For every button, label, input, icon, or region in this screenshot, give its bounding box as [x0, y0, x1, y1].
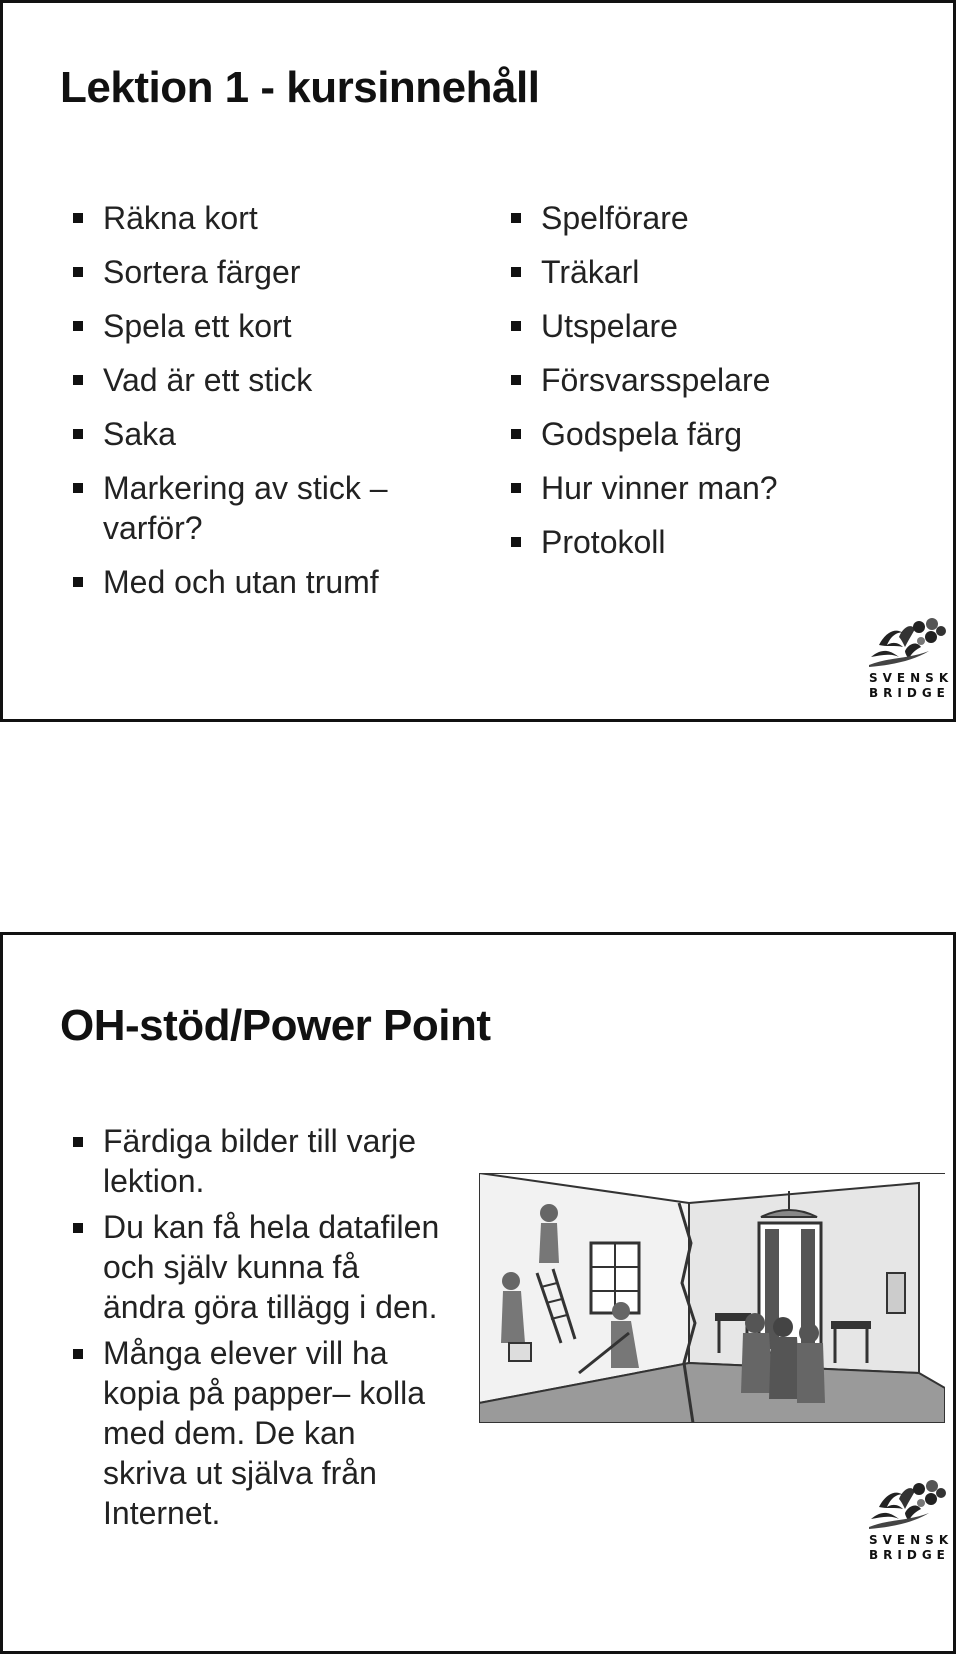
- list-item-line: Färdiga bilder till varje: [103, 1123, 417, 1159]
- bridge-logo-icon: [869, 1479, 949, 1533]
- slide-2-list: [73, 1121, 483, 1539]
- list-item: Saka: [73, 407, 413, 461]
- list-item: Med och utan trumf: [73, 555, 413, 609]
- logo-wordmark-line1: SVENSK: [869, 1533, 954, 1547]
- list-item: Utspelare: [511, 299, 841, 353]
- list-item-line: ändra göra tillägg i den.: [103, 1289, 438, 1325]
- list-item-line: och själv kunna få: [103, 1249, 360, 1285]
- list-item: Protokoll: [511, 515, 841, 569]
- list-item-line: lektion.: [103, 1163, 205, 1199]
- list-item-line: Du kan få hela datafilen: [103, 1209, 440, 1245]
- renovation-scene-icon: [479, 1173, 945, 1423]
- room-illustration: [479, 1173, 945, 1423]
- slide-1-left-list: [73, 191, 413, 609]
- list-item: Vad är ett stick: [73, 353, 413, 407]
- list-item-marking: [73, 461, 413, 555]
- list-item-line: med dem. De kan: [103, 1415, 356, 1451]
- logo-wordmark-line1: SVENSK: [869, 671, 954, 685]
- list-item: [73, 1333, 483, 1533]
- list-item: Spela ett kort: [73, 299, 413, 353]
- list-item-line: Internet.: [103, 1495, 221, 1531]
- bridge-logo-icon: [869, 617, 949, 671]
- list-item: Träkarl: [511, 245, 841, 299]
- list-item: Spelförare: [511, 191, 841, 245]
- list-item: Räkna kort: [73, 191, 413, 245]
- list-item-line: skriva ut själva från: [103, 1455, 377, 1491]
- slide-1: [0, 0, 956, 722]
- svensk-bridge-logo: [869, 617, 954, 701]
- svensk-bridge-logo: [869, 1479, 954, 1563]
- list-item: [73, 1207, 483, 1327]
- list-item-line: Markering av stick –: [103, 470, 388, 506]
- slide-1-right-list: [511, 191, 841, 569]
- list-item-line: Många elever vill ha: [103, 1335, 388, 1371]
- list-item: Godspela färg: [511, 407, 841, 461]
- list-item-line: varför?: [103, 510, 203, 546]
- list-item: Sortera färger: [73, 245, 413, 299]
- slide-1-title: Lektion 1 - kursinnehåll: [60, 63, 540, 112]
- slide-2-title: OH-stöd/Power Point: [60, 1001, 491, 1050]
- list-item: [73, 1121, 483, 1201]
- list-item-line: kopia på papper– kolla: [103, 1375, 426, 1411]
- logo-wordmark-line2: BRIDGE: [869, 686, 950, 700]
- list-item: Försvarsspelare: [511, 353, 841, 407]
- logo-wordmark-line2: BRIDGE: [869, 1548, 950, 1562]
- slide-2: [0, 932, 956, 1654]
- list-item: Hur vinner man?: [511, 461, 841, 515]
